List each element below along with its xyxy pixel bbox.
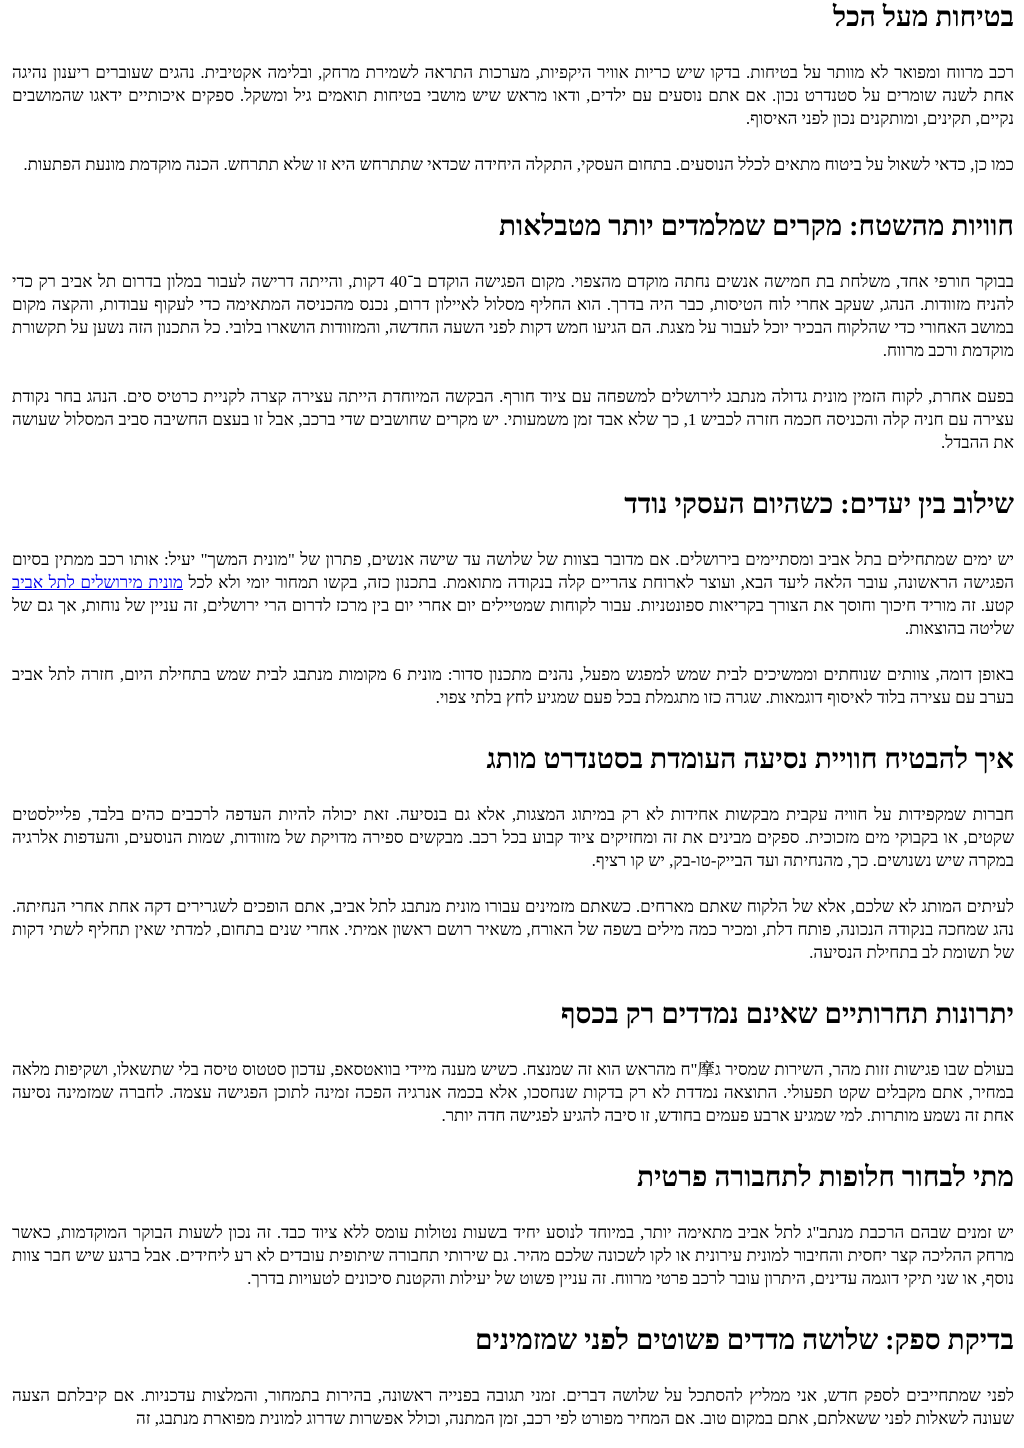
- taxi-jerusalem-tel-aviv-link[interactable]: מונית מירושלים לתל אביב: [12, 573, 183, 592]
- paragraph: בעולם שבו פגישות זזות מהר, השירות שמסיר ג摩"ח מהראש הוא זה שמנצח. כשיש מענה מיידי בוואטסאפ, עדכון סטטוס טיסה בלי שתשאלו, ושקיפות מלאה במחיר, אתם מקבלים שקט תפעולי. התוצאה נמדדת לא רק בדקות שנחסכו, אלא בכמה אנרגיה הפכה זמינה לתוכן הפגישה עצמה. לחברה שמזמינה נסיעה אחת זה נשמע מותרות. למי שמגיע ארבע פעמים בחודש, זו סיבה להגיע לפגישה חדה יותר.: [12, 1060, 1014, 1125]
- section-heading-field-experience: חוויות מהשטח: מקרים שמלמדים יותר מטבלאות: [498, 211, 1014, 242]
- paragraph: חברות שמקפידות על חוויה עקבית מבקשות אחידות לא רק במיתוג המצגות, אלא גם בנסיעה. זאת יכולה להיות העדפה לרכבים כהים בלבד, פליילסטים שקטים, או בקבוקי מים מזכוכית. ספקים מבינים את זה ומחזיקים ציוד קבוע בכל רכב. מבקשים ספירה מדויקת של מזוודות, שמות הנוסעים, והעדפות אלרגיה במקרה שיש נשנושים. כך, מהנחיתה ועד הבייק-טו-בק, יש קו רציף.: [12, 805, 1014, 870]
- paragraph: רכב מרווח ומפואר לא מוותר על בטיחות. בדקו שיש כריות אוויר היקפיות, מערכות התראה לשמירת מרחק, ובלימה אקטיבית. נהגים שעוברים ריענון נהיגה אחת לשנה שומרים על סטנדרט נכון. אם אתם נוסעים עם ילדים, ודאו מראש שיש מושבי בטיחות תואמים גיל ומשקל. ספקים איכותיים ידאגו שהמושבים נקיים, תקינים, ומותקנים נכון לפני האיסוף.: [12, 63, 1014, 128]
- paragraph: לעיתים המותג לא שלכם, אלא של הלקוח שאתם מארחים. כשאתם מזמינים עבורו מונית מנתבג לתל אביב, אתם הופכים לשגרירים דקה אחת אחרי הנחיתה. נהג שמחכה בנקודה הנכונה, פותח דלת, ומכיר כמה מילים בשפה של האורח, משאיר רושם ראשון אמיתי. אחרי שנים בתחום, למדתי שאין תחליף לשתי דקות של תשומת לב בתחילת הנסיעה.: [12, 897, 1014, 962]
- section-heading-safety: בטיחות מעל הכל: [833, 2, 1014, 33]
- paragraph: יש זמנים שבהם הרכבת מנתב"ג לתל אביב מתאימה יותר, במיוחד לנוסע יחיד בשעות נטולות עומס ללא ציוד כבד. זה נכון לשעות הבוקר המוקדמות, כאשר מרחק ההליכה קצר יחסית והחיבור למונית עירונית או לקו לשכונה שלכם מהיר. גם שירותי תחבורה שיתופית עובדים לא רע ליחידים. אבל ברגע שיש חבר צוות נוסף, או שני תיקי דוגמה עדינים, היתרון עובר לרכב פרטי מרווח. זה עניין פשוט של יעילות והקטנת סיכונים לטעויות בדרך.: [12, 1223, 1014, 1288]
- paragraph-text: יש ימים שמתחילים בתל אביב ומסתיימים בירושלים. אם מדובר בצוות של שלושה עד שישה אנשים, פתרון של "מונית המשך" יעיל: אותו רכב ממתין בסיום הפגישה הראשונה, עובר הלאה ליעד הבא, ועוצר לארוחת צהריים קלה בנקודה מתואמת. בתכנון כזה, בקשו תמחור יומי ולא לכל: [12, 550, 1015, 592]
- section-heading-alternatives: מתי לבחור חלופות לתחבורה פרטית: [637, 1162, 1014, 1193]
- section-heading-combining-destinations: שילוב בין יעדים: כשהיום העסקי נודד: [624, 489, 1014, 520]
- paragraph-text: קטע. זה מוריד חיכוך וחוסך את הצורך בקריאות ספונטניות. עבור לקוחות שמטיילים יום אחרי יום בין מרכז לדרום הרי ירושלים, זה עניין של נוחות, אך גם של שליטה בהוצאות.: [12, 596, 1014, 638]
- section-heading-vendor-check: בדיקת ספק: שלושה מדדים פשוטים לפני שמזמינים: [475, 1325, 1014, 1356]
- paragraph: באופן דומה, צוותים שנוחתים וממשיכים לבית שמש למפגש מפעל, נהנים מתכנון סדור: מונית 6 מקומות מנתבג לבית שמש בתחילת היום, חזרה לתל אביב בערב עם עצירה בלוד לאיסוף דוגמאות. שגרה כזו מתגמלת בכל פעם שמגיע לחץ בלתי צפוי.: [12, 665, 1014, 707]
- paragraph: כמו כן, כדאי לשאול על ביטוח מתאים לכלל הנוסעים. בתחום העסקי, התקלה היחידה שכדאי שתתרחש היא זו שלא תתרחש. הכנה מוקדמת מונעת הפתעות.: [23, 155, 1014, 174]
- paragraph-with-link: [12, 548, 1014, 640]
- paragraph: לפני שמתחייבים לספק חדש, אני ממליץ להסתכל על שלושה דברים. זמני תגובה בפנייה ראשונה, בהירות בתמחור, והמלצות עדכניות. אם קיבלתם הצעה שעונה לשאלות לפני ששאלתם, אתם במקום טוב. אם המחיר מפורט לפי רכב, זמן המתנה, וכולל אפשרות שדרוג למונית מפוארת מנתבג, זה: [12, 1386, 1014, 1428]
- section-heading-brand-standard: איך להבטיח חוויית נסיעה העומדת בסטנדרט מותג: [486, 744, 1014, 775]
- section-heading-competitive-advantages: יתרונות תחרותיים שאינם נמדדים רק בכסף: [560, 999, 1014, 1030]
- paragraph: בבוקר חורפי אחד, משלחת בת חמישה אנשים נחתה מוקדם מהצפוי. מקום הפגישה הוקדם ב־40 דקות, והייתה דרישה לעבור במלון בדרום תל אביב רק כדי להניח מזוודות. הנהג, שעקב אחרי לוח הטיסות, כבר היה בדרך. הוא החליף מסלול לאיילון דרום, נכנס מהכניסה המתאימה כדי לעקוף עבודות, והקצה מקום במושב האחורי כדי שהלקוח הבכיר יוכל לעבור על מצגת. הם הגיעו חמש דקות לפני השעה החדשה, והמזוודות הושארו בלובי. כל התכנון הזה נשען על תקשורת מוקדמת ורכב מרווח.: [12, 272, 1014, 360]
- paragraph: בפעם אחרת, לקוח הזמין מונית גדולה מנתבג לירושלים למשפחה עם ציוד חורף. הבקשה המיוחדת הייתה עצירה קצרה לקניית כרטיס סים. הנהג בחר נקודת עצירה עם חניה קלה והכניסה חכמה חזרה לכביש 1, כך שלא אבד זמן משמעותי. יש מקרים שחושבים שדי ברכב, אבל זו בעצם החשיבה סביב המסלול שעושה את ההבדל.: [12, 387, 1014, 452]
